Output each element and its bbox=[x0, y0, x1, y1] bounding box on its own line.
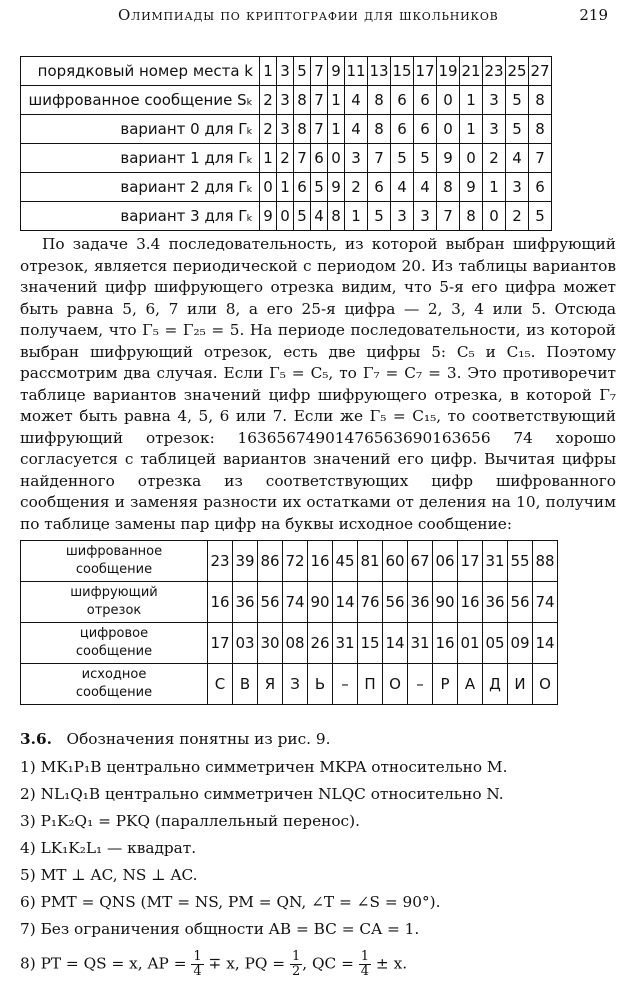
table-cell: 3 bbox=[414, 202, 437, 231]
table-cell: 6 bbox=[529, 173, 552, 202]
table-cell: 6 bbox=[294, 173, 311, 202]
table-cell: 74 bbox=[533, 582, 558, 623]
item8-suffix: ± x. bbox=[371, 954, 408, 973]
table-cell: 1 bbox=[328, 86, 345, 115]
problem-number: 3.6. bbox=[20, 730, 52, 748]
table-cell: 2 bbox=[260, 86, 277, 115]
table-cell: 2 bbox=[506, 202, 529, 231]
table-cell: 5 bbox=[414, 144, 437, 173]
table-cell: А bbox=[458, 664, 483, 705]
table-cell: 4 bbox=[311, 202, 328, 231]
table-cell: 1 bbox=[460, 86, 483, 115]
table-cell: 31 bbox=[333, 623, 358, 664]
solution-item: 6) PMT = QNS (MT = NS, PM = QN, ∠T = ∠S = 90°). bbox=[20, 893, 441, 911]
table-cell: 3 bbox=[277, 86, 294, 115]
row-label: шифрованное сообщение Sₖ bbox=[21, 86, 260, 115]
table-cell: 27 bbox=[529, 57, 552, 86]
table-cell: 55 bbox=[508, 541, 533, 582]
table-cell: 3 bbox=[391, 202, 414, 231]
table-cell: Я bbox=[258, 664, 283, 705]
solution-item: 5) MT ⊥ AC, NS ⊥ AC. bbox=[20, 866, 198, 884]
table-cell: 11 bbox=[345, 57, 368, 86]
table-cell: 36 bbox=[233, 582, 258, 623]
table-cell: 8 bbox=[437, 173, 460, 202]
table-cell: 3 bbox=[277, 115, 294, 144]
table-cell: 16 bbox=[458, 582, 483, 623]
table-cell: 0 bbox=[437, 115, 460, 144]
table-cell: 36 bbox=[408, 582, 433, 623]
table-cell: 4 bbox=[391, 173, 414, 202]
table-cell: 16 bbox=[308, 541, 333, 582]
fraction-3-num: 1 bbox=[360, 949, 370, 964]
table-cell: 81 bbox=[358, 541, 383, 582]
variants-row bbox=[21, 144, 552, 173]
row-label bbox=[21, 541, 208, 582]
table-cell: 1 bbox=[260, 144, 277, 173]
table-cell: 9 bbox=[460, 173, 483, 202]
heading-text: Обозначения понятны из рис. 9. bbox=[66, 730, 331, 748]
table-cell: И bbox=[508, 664, 533, 705]
table-cell: 8 bbox=[328, 202, 345, 231]
table-cell: 17 bbox=[414, 57, 437, 86]
table-cell: Д bbox=[483, 664, 508, 705]
table-cell: 2 bbox=[483, 144, 506, 173]
table-cell: 6 bbox=[391, 86, 414, 115]
table-cell: 15 bbox=[391, 57, 414, 86]
table-cell: 5 bbox=[294, 57, 311, 86]
row-label: порядковый номер места k bbox=[21, 57, 260, 86]
table-cell: 7 bbox=[311, 115, 328, 144]
row-label-line1: шифрующий bbox=[70, 585, 158, 600]
table-cell: 90 bbox=[308, 582, 333, 623]
table-cell: 21 bbox=[460, 57, 483, 86]
row-label bbox=[21, 623, 208, 664]
table-cell: 3 bbox=[483, 115, 506, 144]
table-cell: 6 bbox=[368, 173, 391, 202]
table-cell: 56 bbox=[258, 582, 283, 623]
table-cell: 1 bbox=[328, 115, 345, 144]
page-header bbox=[0, 6, 630, 28]
table-cell: 14 bbox=[533, 623, 558, 664]
table-cell: 1 bbox=[260, 57, 277, 86]
table-cell: С bbox=[208, 664, 233, 705]
row-label: вариант 1 для Γₖ bbox=[21, 144, 260, 173]
table-cell: 8 bbox=[294, 86, 311, 115]
solution-item: 1) MK₁P₁B центрально симметричен MKPA относительно M. bbox=[20, 758, 508, 776]
table-cell: 7 bbox=[529, 144, 552, 173]
table-cell: 3 bbox=[506, 173, 529, 202]
table-cell: 6 bbox=[391, 115, 414, 144]
table-cell: 86 bbox=[258, 541, 283, 582]
table-cell: 7 bbox=[368, 144, 391, 173]
table-cell: 13 bbox=[368, 57, 391, 86]
variants-row bbox=[21, 202, 552, 231]
fraction-3 bbox=[359, 950, 371, 979]
table-cell: 23 bbox=[208, 541, 233, 582]
table-cell: 4 bbox=[345, 115, 368, 144]
table-cell: 1 bbox=[483, 173, 506, 202]
table-cell: 74 bbox=[283, 582, 308, 623]
table-cell: 7 bbox=[311, 86, 328, 115]
table-cell: 3 bbox=[483, 86, 506, 115]
table-cell: 8 bbox=[294, 115, 311, 144]
table-cell: 0 bbox=[460, 144, 483, 173]
table-cell: 8 bbox=[368, 115, 391, 144]
table-cell: 23 bbox=[483, 57, 506, 86]
solution-item: 7) Без ограничения общности AB = BC = CA = 1. bbox=[20, 920, 420, 938]
table-cell: 72 bbox=[283, 541, 308, 582]
fraction-2-num: 1 bbox=[291, 949, 301, 964]
row-label: вариант 0 для Γₖ bbox=[21, 115, 260, 144]
variants-row bbox=[21, 115, 552, 144]
table-cell: 16 bbox=[208, 582, 233, 623]
table-cell: Р bbox=[433, 664, 458, 705]
table-cell: 2 bbox=[277, 144, 294, 173]
table-cell: 14 bbox=[333, 582, 358, 623]
row-label-line2: сообщение bbox=[75, 685, 153, 700]
table-cell: 7 bbox=[437, 202, 460, 231]
table-cell: 5 bbox=[311, 173, 328, 202]
decryption-row bbox=[21, 541, 558, 582]
table-cell: 08 bbox=[283, 623, 308, 664]
table-cell: 25 bbox=[506, 57, 529, 86]
fraction-1-den: 4 bbox=[193, 964, 202, 979]
solution-item: 4) LK₁K₂L₁ — квадрат. bbox=[20, 839, 197, 857]
row-label-line2: сообщение bbox=[75, 562, 153, 577]
table-cell: 14 bbox=[383, 623, 408, 664]
table-cell: 1 bbox=[345, 202, 368, 231]
row-label-line2: сообщение bbox=[75, 644, 153, 659]
table-cell: 1 bbox=[277, 173, 294, 202]
table-cell: З bbox=[283, 664, 308, 705]
table-cell: 7 bbox=[294, 144, 311, 173]
table-cell: 06 bbox=[433, 541, 458, 582]
table-cell: 0 bbox=[277, 202, 294, 231]
solution-item-8 bbox=[20, 950, 407, 979]
table-cell: 9 bbox=[328, 57, 345, 86]
explanation-paragraph bbox=[20, 234, 616, 535]
table-cell: 1 bbox=[460, 115, 483, 144]
row-label bbox=[21, 664, 208, 705]
table-cell: 0 bbox=[328, 144, 345, 173]
table-cell: 3 bbox=[277, 57, 294, 86]
decryption-row bbox=[21, 623, 558, 664]
table-cell: 36 bbox=[483, 582, 508, 623]
table-cell: 01 bbox=[458, 623, 483, 664]
fraction-1 bbox=[191, 950, 203, 979]
table-cell: 19 bbox=[437, 57, 460, 86]
solution-heading bbox=[20, 730, 330, 748]
table-cell: 7 bbox=[311, 57, 328, 86]
table-cell: 67 bbox=[408, 541, 433, 582]
table-cell: 5 bbox=[368, 202, 391, 231]
table-cell: 5 bbox=[391, 144, 414, 173]
row-label-line1: шифрованное bbox=[65, 544, 163, 559]
item8-mid1: ∓ x, PQ = bbox=[203, 954, 290, 973]
table-cell: 45 bbox=[333, 541, 358, 582]
table-cell: 8 bbox=[529, 115, 552, 144]
table-cell: 30 bbox=[258, 623, 283, 664]
table-cell: 56 bbox=[383, 582, 408, 623]
row-label bbox=[21, 582, 208, 623]
row-label-line1: исходное bbox=[81, 667, 147, 682]
table-cell: 26 bbox=[308, 623, 333, 664]
solution-item: 2) NL₁Q₁B центрально симметричен NLQC относительно N. bbox=[20, 785, 504, 803]
table-cell: 31 bbox=[408, 623, 433, 664]
page-number: 219 bbox=[579, 6, 608, 24]
table-cell: 60 bbox=[383, 541, 408, 582]
table-cell: 6 bbox=[414, 86, 437, 115]
table-cell: 76 bbox=[358, 582, 383, 623]
fraction-1-num: 1 bbox=[193, 949, 202, 964]
row-label-line1: цифровое bbox=[79, 626, 149, 641]
table-cell: 8 bbox=[529, 86, 552, 115]
table-cell: 5 bbox=[506, 86, 529, 115]
table-cell: О bbox=[383, 664, 408, 705]
solution-item: 3) P₁K₂Q₁ = PKQ (параллельный перенос). bbox=[20, 812, 360, 830]
table-cell: 0 bbox=[483, 202, 506, 231]
table-cell: 90 bbox=[433, 582, 458, 623]
variants-row bbox=[21, 57, 552, 86]
table-cell: 2 bbox=[260, 115, 277, 144]
table-cell: 88 bbox=[533, 541, 558, 582]
table-cell: 15 bbox=[358, 623, 383, 664]
item8-mid2: , QC = bbox=[302, 954, 359, 973]
row-label: вариант 3 для Γₖ bbox=[21, 202, 260, 231]
table-cell: 39 bbox=[233, 541, 258, 582]
variants-row bbox=[21, 86, 552, 115]
table-cell: 8 bbox=[368, 86, 391, 115]
fraction-2 bbox=[290, 950, 302, 979]
decryption-row bbox=[21, 582, 558, 623]
table-cell: П bbox=[358, 664, 383, 705]
table-cell: О bbox=[533, 664, 558, 705]
table-cell: 5 bbox=[506, 115, 529, 144]
table-cell: 4 bbox=[345, 86, 368, 115]
table-cell: 0 bbox=[437, 86, 460, 115]
table-cell: 4 bbox=[414, 173, 437, 202]
table-cell: 9 bbox=[328, 173, 345, 202]
table-cell: 6 bbox=[311, 144, 328, 173]
table-cell: 17 bbox=[208, 623, 233, 664]
table-cell: В bbox=[233, 664, 258, 705]
table-cell: 16 bbox=[433, 623, 458, 664]
table-cell: 31 bbox=[483, 541, 508, 582]
table-cell: 05 bbox=[483, 623, 508, 664]
table-cell: 6 bbox=[414, 115, 437, 144]
decryption-table bbox=[20, 540, 558, 705]
row-label: вариант 2 для Γₖ bbox=[21, 173, 260, 202]
row-label-line2: отрезок bbox=[86, 603, 142, 618]
variants-row bbox=[21, 173, 552, 202]
table-cell: 17 bbox=[458, 541, 483, 582]
table-cell: 4 bbox=[506, 144, 529, 173]
paragraph-text: По задаче 3.4 последовательность, из которой выбран шифрующий отрезок, является периодической с периодом 20. Из таблицы вариантов значений цифр шифрующего отрезка видим, что 5-я его цифра может быть равна 5, 6, 7 или 8, а его 25-я цифра — 2, 3, 4 или 5. Отсюда получаем, что Γ₅ = Γ₂₅ = 5. На периоде последовательности, из которой выбран шифрующий отрезок, есть две цифры 5: C₅ и C₁₅. Поэтому рассмотрим два случая. Если Γ₅ = C₅, то Γ₇ = C₇ = 3. Это противоречит таблице вариантов значений цифр шифрующего отрезка, в которой Γ₇ может быть равна 4, 5, 6 или 7. Если же Γ₅ = C₁₅, то соответствующий шифрующий отрезок: 16365674901476563690163656 74 хорошо согласуется с таблицей вариантов значений его цифр. Вычитая цифры найденного отрезка из соответствующих цифр шифрованного сообщения и заменяя разности их остатками от деления на 10, получим по таблице замены пар цифр на буквы исходное сообщение: bbox=[20, 235, 616, 533]
table-cell: 2 bbox=[345, 173, 368, 202]
table-cell: 03 bbox=[233, 623, 258, 664]
table-cell: 3 bbox=[345, 144, 368, 173]
table-cell: Ь bbox=[308, 664, 333, 705]
decryption-row bbox=[21, 664, 558, 705]
table-cell: 5 bbox=[529, 202, 552, 231]
table-cell: 8 bbox=[460, 202, 483, 231]
running-title: Олимпиады по криптографии для школьников bbox=[118, 6, 499, 24]
fraction-3-den: 4 bbox=[360, 964, 370, 979]
table-cell: 0 bbox=[260, 173, 277, 202]
table-cell: 9 bbox=[437, 144, 460, 173]
item8-prefix: 8) PT = QS = x, AP = bbox=[20, 954, 192, 973]
table-cell: 9 bbox=[260, 202, 277, 231]
fraction-2-den: 2 bbox=[291, 964, 301, 979]
table-cell: – bbox=[333, 664, 358, 705]
table-cell: 5 bbox=[294, 202, 311, 231]
variants-table bbox=[20, 56, 552, 231]
table-cell: 09 bbox=[508, 623, 533, 664]
table-cell: – bbox=[408, 664, 433, 705]
table-cell: 56 bbox=[508, 582, 533, 623]
